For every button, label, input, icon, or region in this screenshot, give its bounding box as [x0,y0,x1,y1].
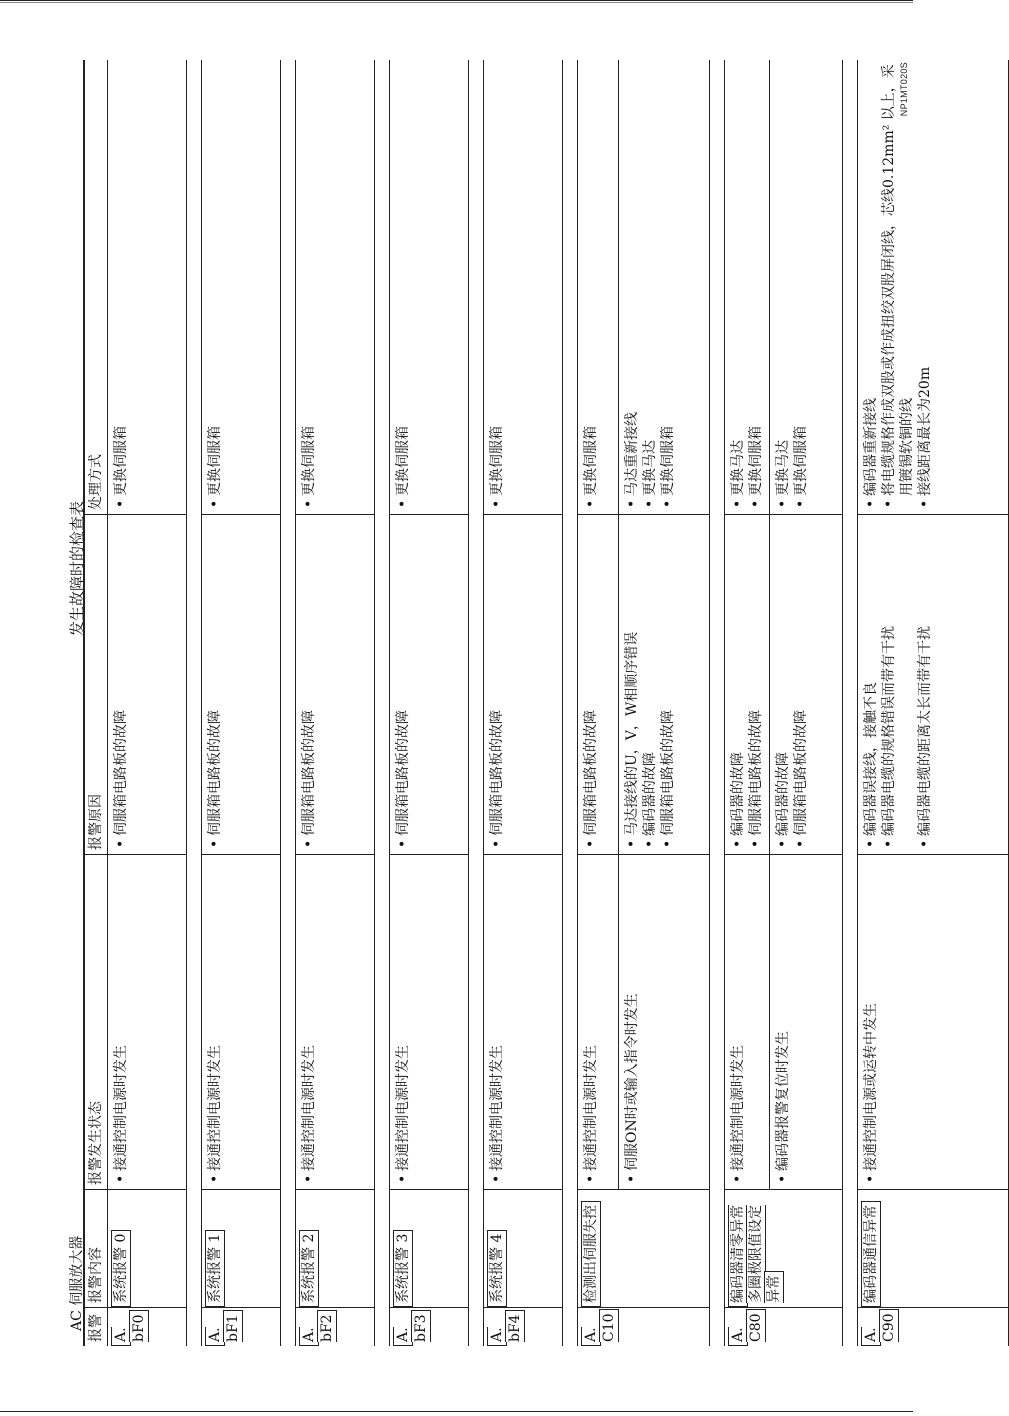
alarm-content-text: 系统报警 2 [299,1230,319,1307]
state-cell [296,855,374,1190]
state-list [112,859,130,1185]
alarm-sub-row [296,60,374,1190]
header-state: 报警发生状态 [85,855,107,1190]
alarm-code-text: A. C80 [728,1309,766,1346]
cause-item: • 伺服箱电路板的故障 [300,519,318,850]
alarm-sub-row [390,60,468,1190]
action-cell [390,60,468,515]
cause-list [729,519,765,850]
state-item: • 接通控制电源时发生 [582,859,600,1185]
header-content: 报警内容 [85,1190,107,1308]
alarm-content [390,1190,468,1308]
alarm-sub-row [108,60,186,1190]
cause-item: • 伺服箱电路板的故障 [747,519,765,850]
action-cell [484,60,562,515]
alarm-row [201,60,281,1346]
action-cell [296,60,374,515]
cause-cell [484,515,562,855]
alarm-sub-row [484,60,562,1190]
cause-list [206,519,224,850]
action-list [582,64,600,510]
page-title: 发生故障时的检查表 [68,500,86,636]
action-list [300,64,318,510]
state-list [623,859,641,1185]
cause-cell [578,515,618,855]
alarm-content [725,1190,842,1308]
alarm-content-text: 系统报警 4 [487,1230,507,1307]
document-code: NP1MT020S [899,62,909,117]
cause-list [582,519,600,850]
state-item: • 接通控制电源时发生 [112,859,130,1185]
cause-cell [296,515,374,855]
alarm-row [483,60,563,1346]
alarm-code-text: A. C90 [861,1309,899,1346]
state-item: • 接通控制电源或运转中发生 [862,859,880,1185]
cause-item: • 伺服箱电路板的故障 [792,519,810,850]
alarm-code-text: A. bF4 [487,1310,525,1346]
alarm-code-text: A. bF0 [111,1310,149,1346]
action-item: • 接线距离最长为20m [916,64,934,510]
cause-item: • 伺服箱电路板的故障 [112,519,130,850]
alarm-row [857,60,1009,1346]
state-list [729,859,747,1185]
state-list [394,859,412,1185]
action-item: • 更换马达 [641,64,659,510]
state-cell [770,855,842,1190]
cause-cell [202,515,280,855]
action-item: • 马达重新接线 [623,64,641,510]
action-list [488,64,506,510]
cause-cell [725,515,769,855]
action-item: • 更换伺服箱 [747,64,765,510]
alarm-details [296,60,374,1190]
action-list [862,64,934,510]
action-item: • 将电缆规格作成双股或作成扭绞双股屏闭线，芯线0.12mm² 以上，采用镀锡软铜的线 [880,64,916,510]
alarm-code [202,1308,280,1346]
alarm-content [858,1190,1008,1308]
alarm-code [578,1308,709,1346]
state-list [582,859,600,1185]
alarm-content [578,1190,709,1308]
subtitle: AC 伺服放大器 [69,1235,85,1331]
action-item: • 更换伺服箱 [488,64,506,510]
cause-item: • 马达接线的U，V，W相顺序错误 [623,519,641,850]
state-list [206,859,224,1185]
cause-cell [390,515,468,855]
action-item: • 更换伺服箱 [112,64,130,510]
state-cell [858,855,1008,1190]
table-body [108,60,1009,1346]
state-cell [484,855,562,1190]
action-cell [108,60,186,515]
cause-list [623,519,677,850]
alarm-sub-row [578,60,618,1190]
state-list [862,859,880,1185]
state-list [774,859,792,1185]
alarm-content-text: 编码器通信异常 [861,1201,881,1307]
action-cell [202,60,280,515]
header-action: 处理方式 [85,60,107,515]
cause-item: • 伺服箱电路板的故障 [206,519,224,850]
cause-item: • 编码器的故障 [774,519,792,850]
alarm-details [858,60,1008,1190]
alarm-sub-row [202,60,280,1190]
alarm-details [484,60,562,1190]
alarm-content [202,1190,280,1308]
state-item: • 伺服ON时或输入指令时发生 [623,859,641,1185]
action-list [112,64,130,510]
cause-list [488,519,506,850]
alarm-details [725,60,842,1190]
state-cell [390,855,468,1190]
alarm-details [578,60,709,1190]
alarm-code [858,1308,1008,1346]
table-header [83,60,108,1346]
action-item: • 更换马达 [774,64,792,510]
alarm-code [296,1308,374,1346]
alarm-content-text: 系统报警 1 [205,1230,225,1307]
action-cell [619,60,709,515]
cause-item: • 编码器误接线，接触不良 [862,519,880,850]
state-item: • 编码器报警复位时发生 [774,859,792,1185]
alarm-table [83,60,1009,1346]
cause-cell [770,515,842,855]
action-item: • 更换伺服箱 [582,64,600,510]
cause-item: • 伺服箱电路板的故障 [659,519,677,850]
header-alarm: 报警 [88,1314,104,1342]
alarm-sub-row [858,60,1008,1190]
state-item: • 接通控制电源时发生 [729,859,747,1185]
action-cell [578,60,618,515]
cause-item: • 编码器的故障 [641,519,659,850]
action-cell [725,60,769,515]
alarm-row [108,60,187,1346]
cause-cell [619,515,709,855]
alarm-code [484,1308,562,1346]
action-cell [858,60,1008,515]
action-item: • 更换伺服箱 [659,64,677,510]
cause-cell [108,515,186,855]
action-item: • 更换伺服箱 [394,64,412,510]
action-item: • 更换伺服箱 [206,64,224,510]
action-cell [770,60,842,515]
action-item: • 更换伺服箱 [300,64,318,510]
action-item: • 更换马达 [729,64,747,510]
alarm-row [577,60,710,1346]
alarm-content-text: 系统报警 0 [111,1230,131,1307]
alarm-row [295,60,375,1346]
state-item: • 接通控制电源时发生 [206,859,224,1185]
alarm-row [389,60,469,1346]
top-rule [0,0,913,1]
action-item: • 更换伺服箱 [792,64,810,510]
state-cell [108,855,186,1190]
alarm-code-text: A. C10 [581,1309,619,1346]
state-cell [578,855,618,1190]
state-list [300,859,318,1185]
cause-item: • 编码器的故障 [729,519,747,850]
cause-list [112,519,130,850]
alarm-code [725,1308,842,1346]
alarm-sub-row [769,60,842,1190]
state-cell [725,855,769,1190]
alarm-code-text: A. bF1 [205,1310,243,1346]
header-cause: 报警原因 [85,515,107,855]
alarm-sub-row [725,60,769,1190]
action-list [729,64,765,510]
state-list [488,859,506,1185]
alarm-content [108,1190,186,1308]
action-list [774,64,810,510]
cause-cell [858,515,1008,855]
alarm-content-text: 编码器清零异常多圈极限值设定异常 [728,1205,784,1307]
cause-list [862,519,934,850]
alarm-row [724,60,843,1346]
top-rule-thin [0,2,913,3]
alarm-details [202,60,280,1190]
alarm-sub-row [618,60,709,1190]
action-list [206,64,224,510]
action-list [394,64,412,510]
state-item: • 接通控制电源时发生 [300,859,318,1185]
cause-item: • 编码器电缆的距离太长而带有干扰 [916,519,934,850]
alarm-content-text: 检测出伺服失控 [581,1201,601,1307]
alarm-content-text: 系统报警 3 [393,1230,413,1307]
state-cell [202,855,280,1190]
cause-list [394,519,412,850]
state-item: • 接通控制电源时发生 [394,859,412,1185]
cause-list [300,519,318,850]
alarm-code [108,1308,186,1346]
state-cell [619,855,709,1190]
state-item: • 接通控制电源时发生 [488,859,506,1185]
action-item: • 编码器重新接线 [862,64,880,510]
alarm-content [484,1190,562,1308]
cause-item: • 伺服箱电路板的故障 [488,519,506,850]
action-list [623,64,677,510]
cause-list [774,519,810,850]
cause-item: • 编码器电缆的规格错误而带有干扰 [880,519,898,850]
alarm-content [296,1190,374,1308]
alarm-details [108,60,186,1190]
alarm-code-text: A. bF3 [393,1310,431,1346]
cause-item: • 伺服箱电路板的故障 [582,519,600,850]
bottom-rule [0,1411,913,1412]
cause-item: • 伺服箱电路板的故障 [394,519,412,850]
alarm-code [390,1308,468,1346]
alarm-code-text: A. bF2 [299,1310,337,1346]
alarm-details [390,60,468,1190]
